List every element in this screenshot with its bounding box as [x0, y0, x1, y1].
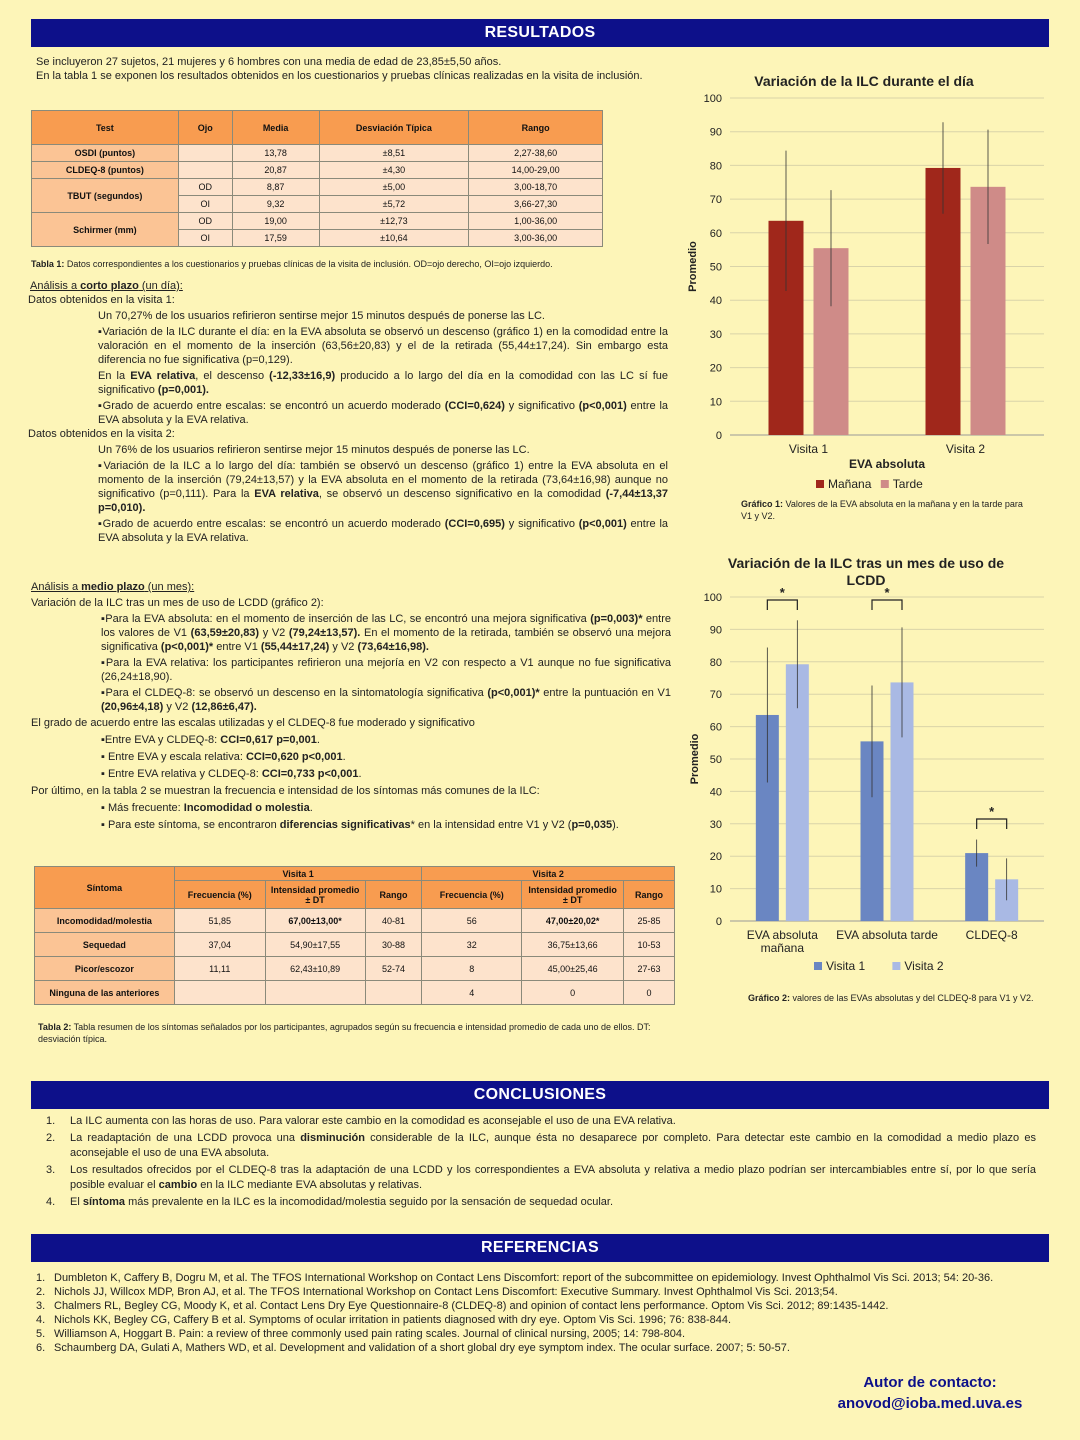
legend-swatch	[816, 480, 824, 488]
text-run: , se observó un descenso significativo en la comodidad	[318, 488, 606, 500]
text-run: y significativo	[504, 400, 579, 412]
table2-cell-name: Sequedad	[35, 933, 175, 957]
x-tick-label: EVA absoluta tarde	[836, 928, 938, 942]
text-run: (63,59±20,83)	[190, 627, 260, 639]
table1-header-test: Test	[32, 111, 179, 145]
intro-line-2: En la tabla 1 se exponen los resultados obtenidos en los cuestionarios y pruebas clínicas realizadas en la visita de inclusión.	[36, 70, 643, 82]
table2-cell: 4	[422, 981, 522, 1005]
table2-cell: 36,75±13,66	[522, 933, 624, 957]
y-tick-label: 90	[709, 126, 722, 139]
chart2-caption-text: valores de las EVAs absolutas y del CLDEQ-8 para V1 y V2.	[790, 993, 1034, 1003]
table2-header-visita2: Visita 2	[422, 867, 675, 881]
contact-label: Autor de contacto:	[863, 1374, 997, 1391]
list-number: 6.	[36, 1342, 46, 1354]
y-tick-label: 40	[709, 786, 722, 799]
table1-cell-test: CLDEQ-8 (puntos)	[32, 162, 179, 179]
table1-cell-mean: 13,78	[232, 145, 319, 162]
table-1	[31, 110, 603, 247]
visit1-title: Datos obtenidos en la visita 1:	[28, 294, 175, 306]
text-run: ▪Entre EVA y CLDEQ-8:	[101, 734, 221, 746]
table1-cell-eye	[178, 162, 232, 179]
table-row	[32, 213, 603, 230]
text-run: (-7,44±13,37 p=0,010).	[98, 488, 669, 514]
short-term-heading-post: (un día):	[138, 280, 183, 292]
reference-text: Nichols KK, Begley CG, Caffery B et al. Symptoms of ocular irritation in patients diagnosed with dry eye. Optom Vis Sci. 1996; 76: 838-844.	[54, 1314, 732, 1326]
table1-cell-test: OSDI (puntos)	[32, 145, 179, 162]
text-run: disminución	[300, 1132, 365, 1144]
y-tick-label: 90	[709, 624, 722, 637]
text-run: ▪Grado de acuerdo entre escalas: se encontró un acuerdo moderado	[98, 518, 445, 530]
list-number: 2.	[46, 1132, 56, 1144]
conclusions-list	[32, 1114, 1036, 1210]
table2-header-rango: Rango	[365, 881, 422, 909]
text-run: en la ILC mediante EVA absolutas y relativas.	[197, 1179, 422, 1191]
mid-term-heading-post: (un mes):	[144, 581, 195, 593]
table1-cell-eye: OI	[178, 230, 232, 247]
y-tick-label: 10	[709, 396, 722, 409]
text-run: , el descenso	[195, 370, 270, 382]
list-item	[22, 1271, 1044, 1285]
table2-cell: 62,43±10,89	[265, 957, 365, 981]
table2-cell: 11,11	[174, 957, 265, 981]
chart-title: Variación de la ILC durante el día	[754, 73, 974, 89]
mid-term-p3	[31, 686, 671, 714]
reference-text: Schaumberg DA, Gulati A, Mathers WD, et al. Development and validation of a short global dry eye symptom index. The ocular surface. 2007; 5: 50-57.	[54, 1342, 790, 1354]
x-tick-label: mañana	[760, 941, 805, 955]
text-run: entre la EVA absoluta y la EVA relativa.	[98, 400, 669, 426]
text-run: cambio	[158, 1179, 198, 1191]
symptom-item-2	[31, 818, 671, 832]
text-run: (p=0,001).	[157, 384, 209, 396]
table2-cell: 54,90±17,55	[265, 933, 365, 957]
y-tick-label: 60	[709, 721, 722, 734]
text-run: (p<0,001)	[578, 518, 627, 530]
x-axis-label: EVA absoluta	[848, 457, 926, 471]
text-run: entre la puntuación en V1	[539, 687, 671, 699]
text-run: ▪ Para este síntoma, se encontraron	[101, 819, 280, 831]
y-tick-label: 80	[709, 656, 722, 669]
list-item	[22, 1285, 1044, 1299]
text-run: (79,24±13,57).	[288, 627, 361, 639]
table1-caption-label: Tabla 1:	[31, 259, 65, 269]
list-number: 4.	[46, 1196, 56, 1208]
list-item	[32, 1163, 1036, 1193]
table1-cell-test: Schirmer (mm)	[32, 213, 179, 247]
mid-term-p2: ▪Para la EVA relativa: los participantes refirieron una mejoría en V2 con respecto a V1 aunque no fue significativa (26,24±18,90).	[101, 657, 671, 683]
text-run: p=0,035	[571, 819, 613, 831]
legend-label: Visita 1	[826, 959, 866, 973]
table1-caption-text: Datos correspondientes a los cuestionarios y pruebas clínicas de la visita de inclusión. OD=ojo derecho, OI=ojo izquierdo.	[64, 259, 553, 269]
y-tick-label: 50	[709, 754, 722, 766]
table2-cell: 51,85	[174, 909, 265, 933]
text-run: (-12,33±16,9)	[269, 370, 336, 382]
table2-cell: 0	[522, 981, 624, 1005]
table2-cell-name: Incomodidad/molestia	[35, 909, 175, 933]
resultados-banner: RESULTADOS	[31, 19, 1049, 47]
table1-cell-sd: ±5,72	[319, 196, 469, 213]
table1-header-media: Media	[232, 111, 319, 145]
table1-cell-range: 2,27-38,60	[469, 145, 603, 162]
chart-2	[676, 552, 1056, 982]
table1-cell-range: 3,00-18,70	[469, 179, 603, 196]
significance-marker: *	[779, 585, 785, 600]
table2-cell: 67,00±13,00*	[265, 909, 365, 933]
text-run: (CCI=0,624)	[444, 400, 505, 412]
list-item	[32, 1195, 1036, 1210]
table2-caption	[38, 1021, 683, 1045]
legend-label: Visita 2	[904, 959, 944, 973]
table1-cell-sd: ±8,51	[319, 145, 469, 162]
table1-cell-sd: ±4,30	[319, 162, 469, 179]
text-run: entre los valores de V1	[101, 613, 671, 639]
chart-title: Variación de la ILC tras un mes de uso de	[727, 555, 1005, 571]
referencias-banner: REFERENCIAS	[31, 1234, 1049, 1262]
text-run: CCI=0,620 p<0,001	[245, 751, 343, 763]
list-item	[22, 1313, 1044, 1327]
table-row	[32, 179, 603, 196]
table-row	[32, 162, 603, 179]
table2-header-sintoma: Síntoma	[35, 867, 175, 909]
table2-header-int: Intensidad promedio ± DT	[265, 881, 365, 909]
table1-cell-range: 3,00-36,00	[469, 230, 603, 247]
text-run: (12,86±6,47).	[191, 701, 257, 713]
reference-text: Nichols JJ, Willcox MDP, Bron AJ, et al. The TFOS International Workshop on Contact Lens Discomfort: Executive Summary. Invest Ophthalmol Vis Sci. 2013;54.	[54, 1286, 838, 1298]
y-tick-label: 30	[709, 818, 722, 831]
short-term-heading	[28, 279, 668, 293]
text-run: ▪Para la EVA absoluta: en el momento de inserción de las LC, se encontró una mejora significativa	[101, 613, 591, 625]
table1-cell-range: 14,00-29,00	[469, 162, 603, 179]
table1-header-rango: Rango	[469, 111, 603, 145]
table2-cell: 8	[422, 957, 522, 981]
table2-cell-name: Ninguna de las anteriores	[35, 981, 175, 1005]
table1-cell-eye	[178, 145, 232, 162]
reference-text: Williamson A, Hoggart B. Pain: a review of three commonly used pain rating scales. Journal of clinical nursing, 2005; 14: 798-804.	[54, 1328, 685, 1340]
text-run: (p=0,003)*	[590, 613, 643, 625]
agreement-item-3	[31, 767, 671, 781]
y-tick-label: 80	[709, 160, 722, 173]
list-number: 2.	[36, 1286, 46, 1298]
text-run: y V2	[329, 641, 358, 653]
list-item	[32, 1131, 1036, 1161]
list-number: 1.	[46, 1115, 56, 1127]
table1-cell-mean: 19,00	[232, 213, 319, 230]
y-tick-label: 70	[709, 689, 722, 702]
visit2-p1: Un 76% de los usuarios refirieron sentirse mejor 15 minutos después de ponerse las LC.	[98, 444, 530, 456]
short-term-heading-bold: corto plazo	[80, 280, 139, 292]
text-run: más prevalente en la ILC es la incomodidad/molestia seguido por la sensación de sequedad ocular.	[125, 1196, 614, 1208]
table2-cell	[365, 981, 422, 1005]
y-tick-label: 20	[709, 851, 722, 864]
y-tick-label: 20	[709, 362, 722, 375]
text-run: .	[309, 802, 313, 814]
text-run: ▪ Entre EVA relativa y CLDEQ-8:	[101, 768, 262, 780]
y-tick-label: 30	[709, 328, 722, 341]
y-axis-label: Promedio	[687, 241, 699, 292]
text-run: (CCI=0,695)	[444, 518, 505, 530]
visit2-title: Datos obtenidos en la visita 2:	[28, 428, 175, 440]
text-run: CCI=0,733 p<0,001	[261, 768, 359, 780]
table1-cell-test: TBUT (segundos)	[32, 179, 179, 213]
chart-1	[676, 66, 1056, 496]
legend-swatch	[814, 962, 822, 970]
list-item	[22, 1341, 1044, 1355]
chart1-caption	[741, 498, 1031, 522]
list-item	[32, 1114, 1036, 1129]
chart1-caption-text: Valores de la EVA absoluta en la mañana y en la tarde para V1 y V2.	[741, 499, 1023, 521]
text-run: .	[342, 751, 346, 763]
y-tick-label: 100	[703, 93, 722, 105]
table2-caption-text: Tabla resumen de los síntomas señalados por los participantes, agrupados según su frecuencia e intensidad promedio de cada uno de ellos. DT: desviación típica.	[38, 1022, 651, 1044]
legend-label: Tarde	[892, 477, 923, 491]
table2-header-rango: Rango	[624, 881, 675, 909]
list-number: 5.	[36, 1328, 46, 1340]
table1-cell-mean: 20,87	[232, 162, 319, 179]
text-run: EVA relativa	[130, 370, 196, 382]
table1-cell-eye: OI	[178, 196, 232, 213]
text-run: considerable de la ILC, aunque ésta no desaparece por completo. Para detectar este cambio en la comodidad a medio plazo es aconsejable el uso de una EVA absoluta.	[70, 1132, 1036, 1159]
text-run: Incomodidad o molestia	[183, 802, 310, 814]
x-tick-label: Visita 2	[945, 442, 986, 456]
table1-cell-range: 1,00-36,00	[469, 213, 603, 230]
table-row	[35, 981, 675, 1005]
short-term-section	[28, 279, 668, 545]
text-run: Los resultados ofrecidos por el CLDEQ-8 tras la adaptación de una LCDD y los correspondientes a EVA absoluta y relativa a medio plazo podrían ser intercambiables entre sí, por lo que sería posible evaluar el	[70, 1164, 1036, 1191]
table1-cell-sd: ±10,64	[319, 230, 469, 247]
list-number: 4.	[36, 1314, 46, 1326]
reference-text: Chalmers RL, Begley CG, Moody K, et al. Contact Lens Dry Eye Questionnaire-8 (CLDEQ-8) and opinion of contact lens performance. Optom Vis Sci. 2012; 89:1435-1442.	[54, 1300, 889, 1312]
table2-cell	[174, 981, 265, 1005]
list-item	[22, 1299, 1044, 1313]
intro-text	[36, 55, 666, 83]
x-tick-label: EVA absoluta	[746, 928, 818, 942]
table2-cell: 37,04	[174, 933, 265, 957]
contact-block	[800, 1372, 1060, 1414]
table-2	[34, 866, 675, 1005]
text-run: * en la intensidad entre V1 y V2 (	[410, 819, 572, 831]
table1-header-sd: Desviación Típica	[319, 111, 469, 145]
mid-term-heading-bold: medio plazo	[81, 581, 145, 593]
text-run: (p<0,001)*	[487, 687, 540, 699]
text-run: (73,64±16,98).	[357, 641, 429, 653]
mid-term-title: Variación de la ILC tras un mes de uso de LCDD (gráfico 2):	[31, 597, 324, 609]
contact-email[interactable]: anovod@ioba.med.uva.es	[837, 1395, 1023, 1412]
y-tick-label: 0	[715, 916, 722, 928]
text-run: CCI=0,617 p=0,001	[220, 734, 317, 746]
table1-cell-mean: 17,59	[232, 230, 319, 247]
text-run: En la	[98, 370, 131, 382]
mid-term-section	[31, 580, 671, 832]
table2-header-int: Intensidad promedio ± DT	[522, 881, 624, 909]
symptom-item-1	[31, 801, 671, 815]
table1-cell-sd: ±12,73	[319, 213, 469, 230]
text-run: diferencias significativas	[279, 819, 411, 831]
intro-line-1: Se incluyeron 27 sujetos, 21 mujeres y 6 hombres con una media de edad de 23,85±5,50 años.	[36, 56, 502, 68]
table2-cell: 25-85	[624, 909, 675, 933]
agreement-item-1	[31, 733, 671, 747]
legend-swatch	[892, 962, 900, 970]
significance-bracket	[767, 600, 797, 610]
table2-header-visita1: Visita 1	[174, 867, 422, 881]
x-tick-label: CLDEQ-8	[965, 928, 1018, 942]
table2-cell: 52-74	[365, 957, 422, 981]
list-number: 3.	[36, 1300, 46, 1312]
visit1-p4	[28, 399, 668, 427]
text-run: (20,96±4,18)	[101, 701, 164, 713]
agreement-title: El grado de acuerdo entre las escalas utilizadas y el CLDEQ-8 fue moderado y significativo	[31, 717, 475, 729]
table1-caption	[31, 258, 651, 270]
y-tick-label: 60	[709, 227, 722, 240]
list-number: 3.	[46, 1164, 56, 1176]
visit2-p3	[28, 517, 668, 545]
agreement-item-2	[31, 750, 671, 764]
mid-term-heading-pre: Análisis a	[31, 581, 82, 593]
visit1-p2: ▪Variación de la ILC durante el día: en la EVA absoluta se observó un descenso (gráfico 1) en la comodidad entre la valoración en el momento de la inserción (63,56±20,83) y el de la retirada (55,44±17,24). Sin embargo esta diferencia no fue significativa (p=0,129).	[98, 326, 668, 366]
text-run: síntoma	[82, 1196, 126, 1208]
text-run: (p<0,001)	[578, 400, 627, 412]
table-row	[35, 957, 675, 981]
significance-marker: *	[884, 585, 890, 600]
table1-cell-eye: OD	[178, 213, 232, 230]
text-run: ▪ Más frecuente:	[101, 802, 184, 814]
text-run: .	[316, 734, 320, 746]
text-run: entre la EVA absoluta y la EVA relativa.	[98, 518, 669, 544]
table1-cell-mean: 8,87	[232, 179, 319, 196]
table2-cell: 56	[422, 909, 522, 933]
table1-header-ojo: Ojo	[178, 111, 232, 145]
table1-cell-eye: OD	[178, 179, 232, 196]
table2-cell: 32	[422, 933, 522, 957]
references-list	[22, 1271, 1044, 1355]
y-tick-label: 100	[703, 592, 722, 604]
text-run: y V2	[259, 627, 289, 639]
table1-cell-mean: 9,32	[232, 196, 319, 213]
chart2-caption	[748, 992, 1038, 1004]
text-run: ▪Variación de la ILC a lo largo del día: también se observó un descenso (gráfico 1) entre la EVA absoluta en el momento de la inserción (79,24±13,57) y la EVA absoluta en el momento de la retirada (73,64±16,98) aunque no significativo (p=0,111). Para la	[98, 460, 668, 500]
text-run: y V2	[163, 701, 192, 713]
chart2-caption-label: Gráfico 2:	[748, 993, 791, 1003]
short-term-heading-pre: Análisis a	[30, 280, 81, 292]
text-run: producido a lo largo del día en la comodidad con las LC sí fue significativo	[98, 370, 668, 396]
y-tick-label: 40	[709, 295, 722, 308]
y-axis-label: Promedio	[689, 733, 701, 785]
table-row	[35, 933, 675, 957]
last-paragraph: Por último, en la tabla 2 se muestran la frecuencia e intensidad de los síntomas más comunes de la ILC:	[31, 785, 540, 797]
conclusiones-banner: CONCLUSIONES	[31, 1081, 1049, 1109]
y-tick-label: 70	[709, 194, 722, 207]
text-run: (55,44±17,24)	[260, 641, 330, 653]
mid-term-p1	[31, 612, 671, 654]
table2-cell: 45,00±25,46	[522, 957, 624, 981]
visit1-p3	[28, 369, 668, 397]
text-run: (p<0,001)*	[160, 641, 214, 653]
list-item	[22, 1327, 1044, 1341]
text-run: .	[358, 768, 362, 780]
x-tick-label: Visita 1	[788, 442, 829, 456]
table2-cell: 0	[624, 981, 675, 1005]
chart-title: LCDD	[846, 572, 886, 588]
table2-cell: 40-81	[365, 909, 422, 933]
mid-term-heading	[31, 580, 671, 594]
text-run: ▪Grado de acuerdo entre escalas: se encontró un acuerdo moderado	[98, 400, 445, 412]
legend-label: Mañana	[828, 477, 872, 491]
y-tick-label: 10	[709, 883, 722, 896]
table2-header-freq: Frecuencia (%)	[174, 881, 265, 909]
text-run: ).	[612, 819, 619, 831]
list-number: 1.	[36, 1272, 46, 1284]
y-tick-label: 50	[709, 261, 722, 274]
reference-text: Dumbleton K, Caffery B, Dogru M, et al. The TFOS International Workshop on Contact Lens Discomfort: report of the subcommittee on epidemiology. Invest Ophthalmol Vis Sci. 2013; 54: 20-36.	[54, 1272, 994, 1284]
table2-header-freq: Frecuencia (%)	[422, 881, 522, 909]
text-run: En el momento de la retirada, también se observó una mejora significativa	[101, 627, 672, 653]
text-run: ▪ Entre EVA y escala relativa:	[101, 751, 246, 763]
text-run: La readaptación de una LCDD provoca una	[70, 1132, 301, 1144]
text-run: EVA relativa	[254, 488, 319, 500]
table1-cell-range: 3,66-27,30	[469, 196, 603, 213]
text-run: ▪Para el CLDEQ-8: se observó un descenso en la sintomatología significativa	[101, 687, 488, 699]
visit2-p2	[28, 459, 668, 515]
table2-cell: 10-53	[624, 933, 675, 957]
text-run: La ILC aumenta con las horas de uso. Para valorar este cambio en la comodidad es aconsejable el uso de una EVA relativa.	[70, 1115, 676, 1127]
y-tick-label: 0	[715, 430, 722, 442]
significance-bracket	[872, 600, 902, 610]
table2-cell: 47,00±20,02*	[522, 909, 624, 933]
legend-swatch	[881, 480, 889, 488]
text-run: entre V1	[213, 641, 261, 653]
table2-caption-label: Tabla 2:	[38, 1022, 72, 1032]
table-row	[32, 145, 603, 162]
table2-cell: 27-63	[624, 957, 675, 981]
chart1-caption-label: Gráfico 1:	[741, 499, 784, 509]
significance-marker: *	[989, 804, 995, 819]
table2-cell	[265, 981, 365, 1005]
text-run: El	[70, 1196, 83, 1208]
text-run: y significativo	[504, 518, 579, 530]
table1-cell-sd: ±5,00	[319, 179, 469, 196]
table-row	[35, 909, 675, 933]
table2-cell-name: Picor/escozor	[35, 957, 175, 981]
visit1-p1: Un 70,27% de los usuarios refirieron sentirse mejor 15 minutos después de ponerse las LC.	[98, 310, 545, 322]
table2-cell: 30-88	[365, 933, 422, 957]
